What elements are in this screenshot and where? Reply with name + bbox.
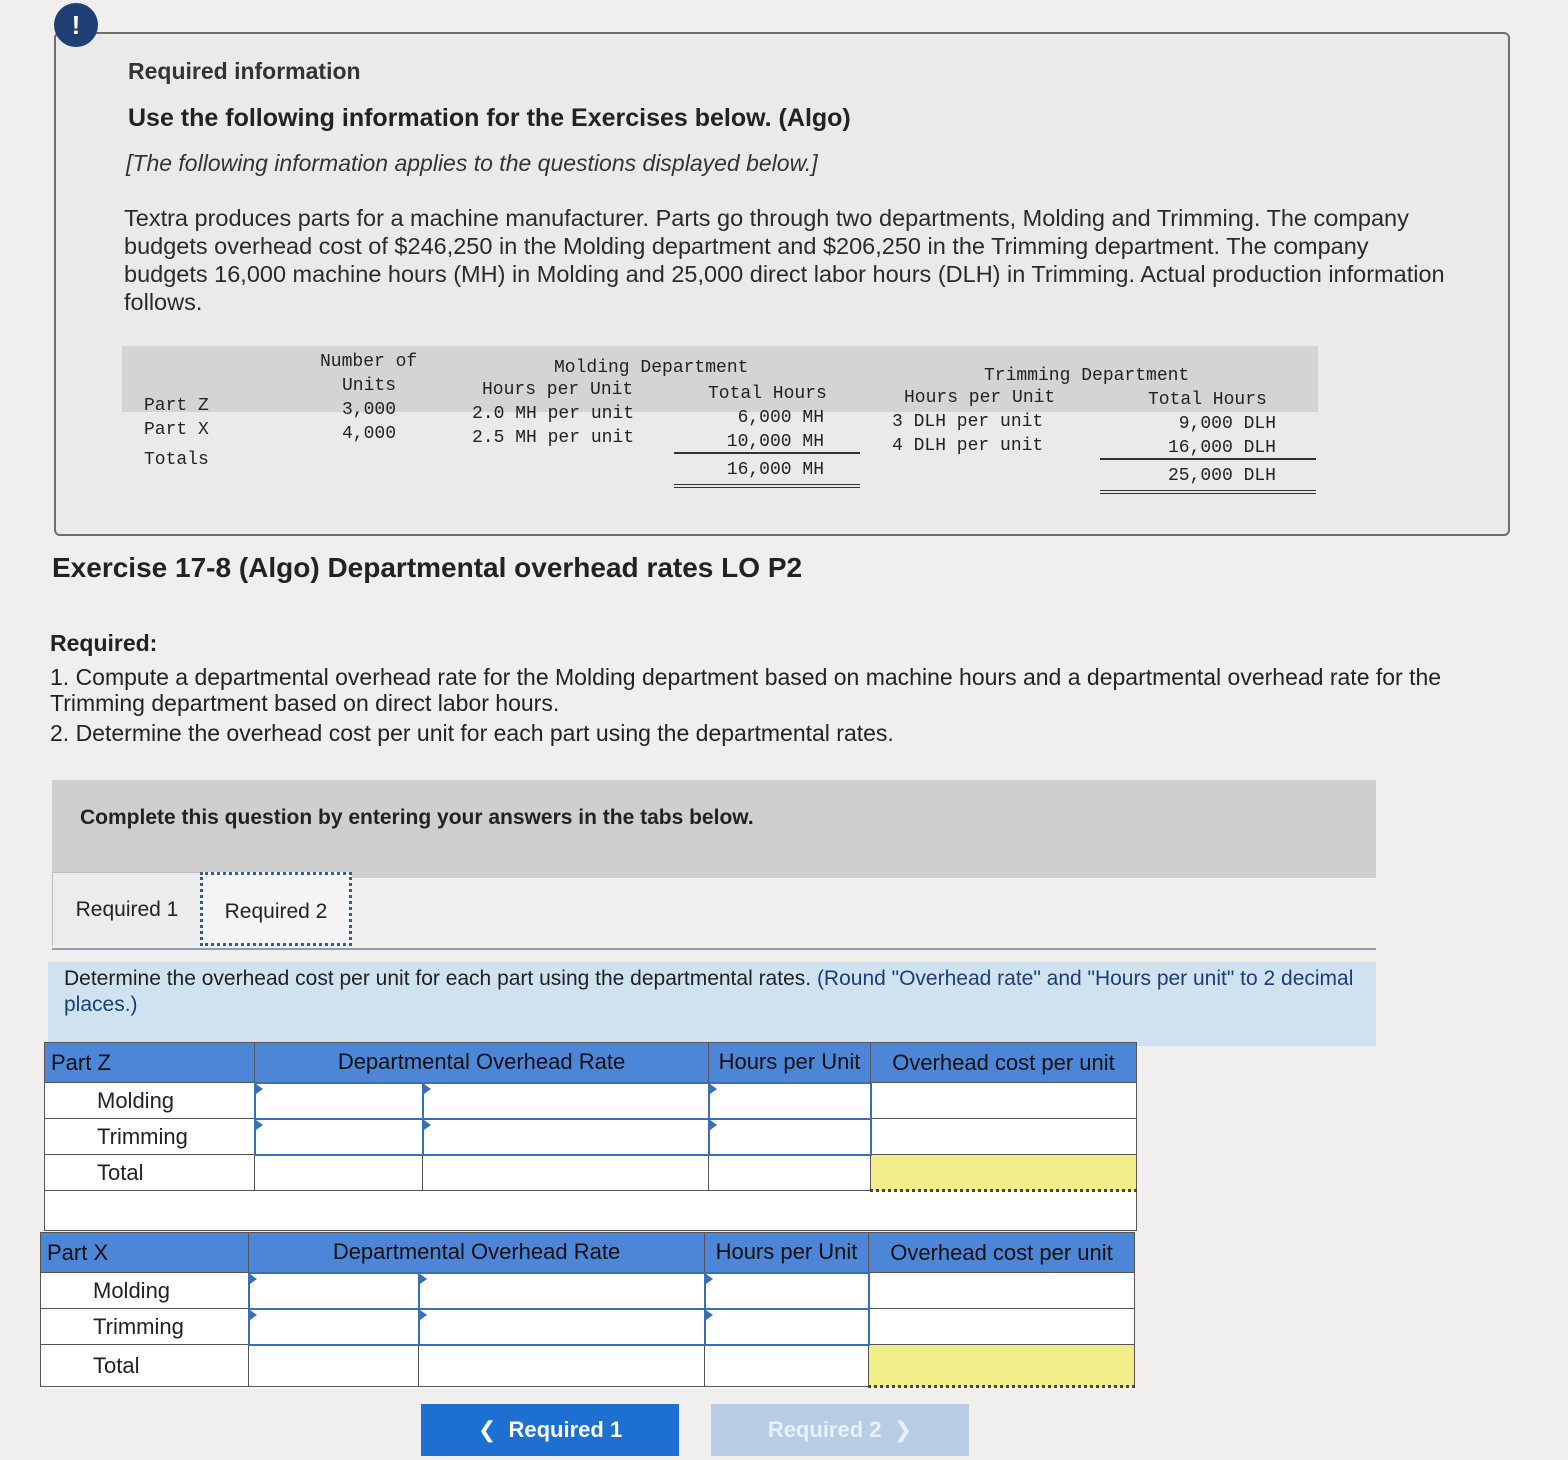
row-totals-molding: 16,000 MH xyxy=(726,460,824,480)
part-z-molding-rate-basis-input[interactable] xyxy=(423,1083,709,1119)
part-z-rate-header: Departmental Overhead Rate xyxy=(255,1043,709,1083)
chevron-right-icon: ❯ xyxy=(893,1417,913,1442)
row-part-x-units: 4,000 xyxy=(342,424,397,444)
header-units-line2: Units xyxy=(342,376,397,396)
row-part-x-molding-hpu: 2.5 MH per unit xyxy=(472,428,635,448)
row-part-z-molding-hpu: 2.0 MH per unit xyxy=(472,404,635,424)
part-x-grid xyxy=(40,1232,1135,1388)
part-x-molding-rate-basis-input[interactable] xyxy=(419,1273,705,1309)
part-z-trimming-hours-input[interactable] xyxy=(709,1119,871,1155)
production-table xyxy=(122,344,1318,504)
part-z-trimming-cost-cell xyxy=(871,1119,1137,1155)
header-molding-hours: Hours per Unit xyxy=(482,380,634,400)
part-x-molding-hours-input[interactable] xyxy=(705,1273,869,1309)
row-part-z-molding-total: 6,000 MH xyxy=(737,408,824,428)
part-x-trimming-hours-input[interactable] xyxy=(705,1309,869,1345)
previous-tab-label: Required 1 xyxy=(508,1417,623,1442)
row-part-x-trimming-total: 16,000 DLH xyxy=(1167,438,1276,458)
required-information-heading: Required information xyxy=(128,58,361,84)
part-z-total-basis-cell xyxy=(423,1155,709,1191)
chevron-left-icon: ❮ xyxy=(477,1417,497,1442)
part-z-trimming-label: Trimming xyxy=(45,1119,255,1155)
part-x-total-hours-cell xyxy=(705,1345,869,1387)
next-tab-label: Required 2 xyxy=(767,1417,882,1442)
part-x-total-label: Total xyxy=(41,1345,249,1387)
row-totals-label: Totals xyxy=(144,450,209,470)
part-x-total-rate-cell xyxy=(249,1345,419,1387)
trimming-total-double-rule xyxy=(1100,490,1316,494)
header-trimming-total: Total Hours xyxy=(1148,390,1267,410)
applies-note: [The following information applies to the questions displayed below.] xyxy=(126,150,818,176)
part-z-molding-label: Molding xyxy=(45,1083,255,1119)
part-z-trimming-rate-basis-input[interactable] xyxy=(423,1119,709,1155)
tab-required-1[interactable]: Required 1 xyxy=(52,872,202,946)
part-z-molding-hours-input[interactable] xyxy=(709,1083,871,1119)
header-molding-total: Total Hours xyxy=(708,384,827,404)
previous-tab-button[interactable] xyxy=(421,1404,679,1456)
part-z-molding-cost-cell xyxy=(871,1083,1137,1119)
row-part-z-label: Part Z xyxy=(144,396,209,416)
problem-paragraph: Textra produces parts for a machine manufacturer. Parts go through two departments, Molding and Trimming. The company budgets overhead cost of $246,250 in the Molding department and $206,250 in the Trimming department. The company budgets 16,000 machine hours (MH) in Molding and 25,000 direct labor hours (DLH) in Trimming. Actual production information follows. xyxy=(124,205,1445,315)
part-x-hours-header: Hours per Unit xyxy=(705,1233,869,1273)
grid-spacer xyxy=(45,1191,1137,1231)
row-part-z-trimming-hpu: 3 DLH per unit xyxy=(892,412,1044,432)
part-x-molding-rate-input[interactable] xyxy=(249,1273,419,1309)
header-trimming-hours: Hours per Unit xyxy=(904,388,1056,408)
part-x-molding-label: Molding xyxy=(41,1273,249,1309)
row-part-z-units: 3,000 xyxy=(342,400,397,420)
part-z-total-label: Total xyxy=(45,1155,255,1191)
part-z-total-hours-cell xyxy=(709,1155,871,1191)
molding-total-double-rule xyxy=(674,484,860,488)
part-x-rate-header: Departmental Overhead Rate xyxy=(249,1233,705,1273)
row-part-x-molding-total: 10,000 MH xyxy=(726,432,824,452)
part-x-molding-cost-cell xyxy=(869,1273,1135,1309)
exercise-title: Exercise 17-8 (Algo) Departmental overhead rates LO P2 xyxy=(52,552,803,583)
header-molding: Molding Department xyxy=(554,358,749,378)
part-x-total-cost-input[interactable] xyxy=(869,1345,1135,1387)
header-units-line1: Number of xyxy=(320,352,418,372)
tab-instruction xyxy=(48,962,1376,1046)
row-part-x-label: Part X xyxy=(144,420,209,440)
part-x-total-basis-cell xyxy=(419,1345,705,1387)
next-tab-button[interactable] xyxy=(711,1404,969,1456)
tab-divider xyxy=(52,948,1376,950)
required-item-1: 1. Compute a departmental overhead rate for the Molding department based on machine hours and a departmental overhead rate for the Trimming department based on direct labor hours. xyxy=(50,664,1442,716)
part-z-total-rate-cell xyxy=(255,1155,423,1191)
instruction-rounding-hint: (Round "Overhead rate" and "Hours per unit" to 2 decimal places.) xyxy=(64,967,1354,1016)
tab-required-2[interactable]: Required 2 xyxy=(200,872,352,946)
part-z-trimming-rate-input[interactable] xyxy=(255,1119,423,1155)
row-part-z-trimming-total: 9,000 DLH xyxy=(1178,414,1276,434)
part-x-cost-header: Overhead cost per unit xyxy=(869,1233,1135,1273)
part-x-trimming-rate-input[interactable] xyxy=(249,1309,419,1345)
exercise-set-heading: Use the following information for the Exercises below. (Algo) xyxy=(128,104,851,132)
part-z-title: Part Z xyxy=(45,1043,255,1083)
part-x-trimming-label: Trimming xyxy=(41,1309,249,1345)
part-z-cost-header: Overhead cost per unit xyxy=(871,1043,1137,1083)
part-z-total-cost-input[interactable] xyxy=(871,1155,1137,1191)
required-item-2: 2. Determine the overhead cost per unit for each part using the departmental rates. xyxy=(50,720,894,746)
trimming-subtotal-rule xyxy=(1100,458,1316,460)
part-x-trimming-cost-cell xyxy=(869,1309,1135,1345)
row-totals-trimming: 25,000 DLH xyxy=(1167,466,1276,486)
required-label: Required: xyxy=(50,630,158,656)
part-z-grid xyxy=(44,1042,1137,1231)
instruction-text: Determine the overhead cost per unit for each part using the departmental rates. xyxy=(64,967,812,990)
part-x-trimming-rate-basis-input[interactable] xyxy=(419,1309,705,1345)
header-trimming: Trimming Department xyxy=(984,366,1190,386)
alert-icon: ! xyxy=(54,3,98,47)
complete-instructions-bar: Complete this question by entering your answers in the tabs below. xyxy=(52,780,1376,878)
part-z-hours-header: Hours per Unit xyxy=(709,1043,871,1083)
part-z-molding-rate-input[interactable] xyxy=(255,1083,423,1119)
row-part-x-trimming-hpu: 4 DLH per unit xyxy=(892,436,1044,456)
part-x-title: Part X xyxy=(41,1233,249,1273)
molding-subtotal-rule xyxy=(674,452,860,454)
